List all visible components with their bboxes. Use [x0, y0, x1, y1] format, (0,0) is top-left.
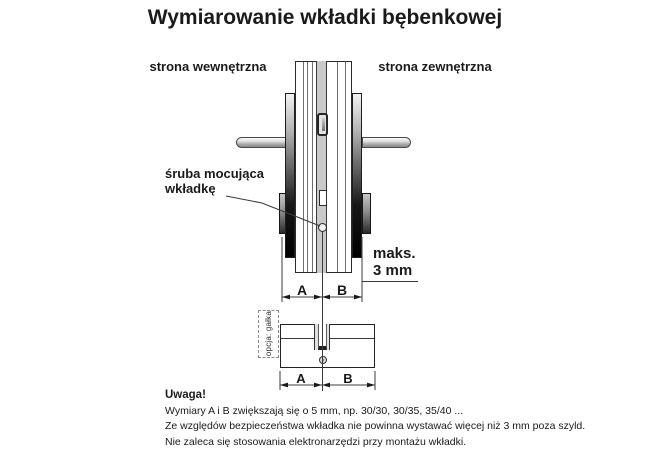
door-layer-line — [303, 62, 304, 272]
fixing-screw-label-line2: wkładkę — [165, 181, 216, 196]
arrowhead — [282, 295, 290, 300]
handle-spindle-left — [236, 137, 286, 148]
fixing-screw-head — [318, 223, 327, 232]
spindle-follower — [317, 113, 328, 136]
knob-option-label: opcja: gałka — [264, 311, 273, 357]
door-layer-line — [345, 62, 346, 272]
max-protrusion-label — [373, 245, 416, 279]
cylinder-channel — [316, 61, 327, 273]
inner-side-label: strona wewnętrzna — [149, 59, 267, 74]
note-line: Nie zaleca się stosowania elektronarzędzi przy montażu wkładki. — [165, 435, 467, 448]
dimension-a-label-bottom: A — [296, 371, 306, 386]
dimension-a-label-top: A — [296, 282, 308, 298]
door-layer-line — [307, 62, 308, 272]
arrowhead — [322, 383, 330, 388]
escutcheon-right — [352, 93, 362, 258]
note-line: Ze względów bezpieczeństwa wkładka nie powinna wystawać więcej niż 3 mm poza szyld. — [165, 420, 586, 432]
cylinder-screw-hole — [319, 356, 327, 364]
screw-bore — [319, 190, 327, 206]
notes-block — [165, 388, 585, 450]
arrowhead — [367, 383, 375, 388]
door-layer-line — [337, 62, 338, 272]
arrowhead — [280, 383, 288, 388]
knob-option-box — [258, 310, 279, 358]
max-protrusion-label-line1: maks. — [373, 245, 416, 262]
max-protrusion-label-line2: 3 mm — [373, 262, 413, 279]
arrowhead — [322, 295, 330, 300]
notes-heading: Uwaga! — [165, 389, 206, 401]
door-layer-line — [312, 62, 313, 272]
fixing-screw-label-line1: śruba mocująca — [165, 166, 264, 181]
page-title: Wymiarowanie wkładki bębenkowej — [147, 6, 503, 29]
dimension-b-label-top: B — [336, 282, 348, 298]
cylinder-cam — [318, 324, 327, 350]
note-line: Wymiary A i B zwiększają się o 5 mm, np. 30/30, 30/35, 35/40 ... — [165, 404, 464, 417]
handle-spindle-right — [362, 137, 411, 148]
cylinder-end-right — [362, 193, 371, 234]
fixing-screw-label — [165, 166, 264, 196]
arrowhead — [314, 383, 322, 388]
escutcheon-left — [285, 93, 295, 258]
arrowhead — [314, 295, 322, 300]
outer-side-label: strona zewnętrzna — [378, 59, 492, 74]
arrowhead — [354, 295, 362, 300]
dimension-b-label-bottom: B — [343, 371, 353, 386]
spindle-follower-core — [322, 118, 325, 131]
